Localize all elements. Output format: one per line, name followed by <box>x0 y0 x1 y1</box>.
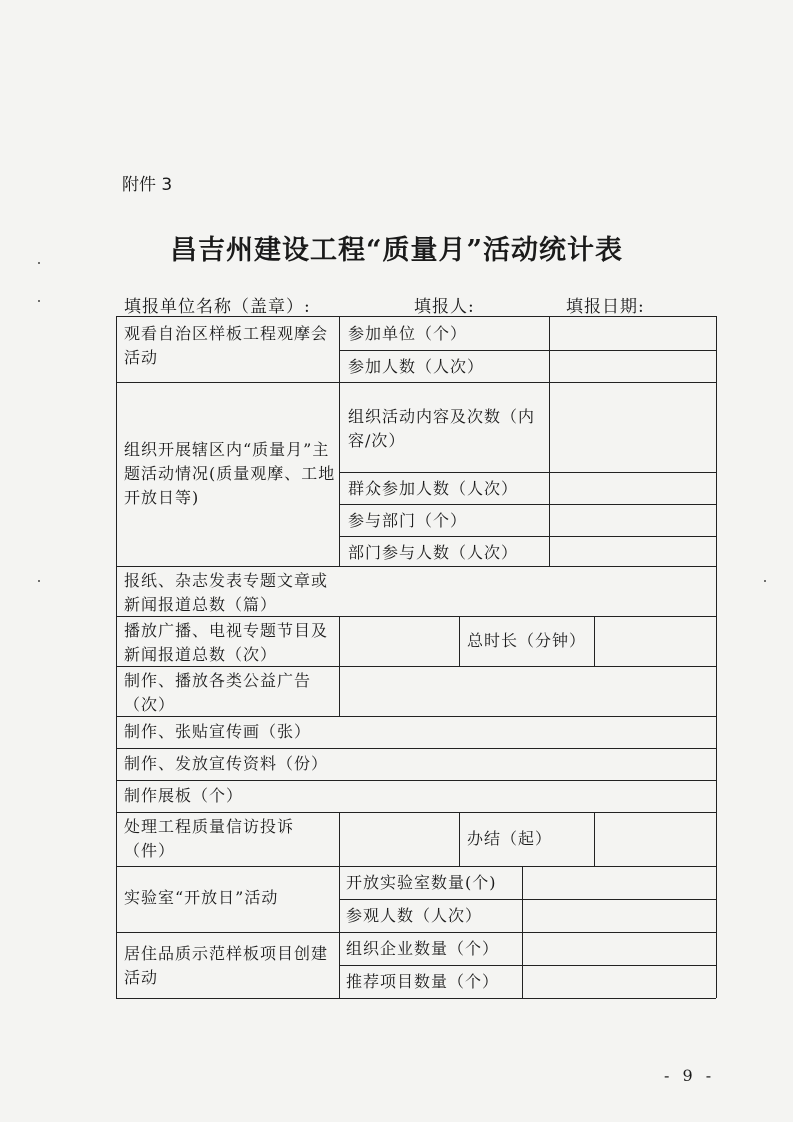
row-line <box>116 932 716 933</box>
row-label-public-ads: 制作、播放各类公益广告（次） <box>124 671 312 714</box>
sub-label-activity-content: 组织活动内容及次数（内容/次） <box>348 407 536 450</box>
table-border-top <box>116 316 716 317</box>
sub-label-department-participants: 部门参与人数（人次） <box>348 543 519 562</box>
subrow-line <box>339 350 716 351</box>
col-line <box>339 812 340 998</box>
sub-label-organized-enterprises: 组织企业数量（个） <box>346 939 500 958</box>
row-label-posters: 制作、张贴宣传画（张） <box>124 722 312 741</box>
sub-label-visitors: 参观人数（人次） <box>346 906 483 925</box>
row-label-press-reports: 报纸、杂志发表专题文章或新闻报道总数（篇） <box>124 571 329 614</box>
attachment-label: 附件 3 <box>122 175 173 195</box>
document-title: 昌吉州建设工程“质量月”活动统计表 <box>169 235 624 266</box>
row-label-display-boards: 制作展板（个） <box>124 786 244 805</box>
row-label-theme-activities: 组织开展辖区内“质量月”主题活动情况(质量观摩、工地开放日等) <box>124 440 336 507</box>
row-label-observation: 观看自治区样板工程观摩会活动 <box>124 324 329 367</box>
subrow-line <box>339 899 716 900</box>
col-line <box>339 616 340 716</box>
col-line <box>594 812 595 866</box>
mid-label-resolved: 办结（起） <box>467 829 553 848</box>
fill-unit-label: 填报单位名称（盖章）: <box>124 297 311 317</box>
row-line <box>116 382 716 383</box>
page-number: - 9 - <box>664 1066 716 1085</box>
subrow-line <box>339 472 716 473</box>
row-label-brochures: 制作、发放宣传资料（份） <box>124 754 329 773</box>
row-label-complaints: 处理工程质量信访投诉（件） <box>124 817 295 860</box>
sub-label-departments: 参与部门（个） <box>348 511 468 530</box>
sub-label-units: 参加单位（个） <box>348 324 468 343</box>
table-border-bottom <box>116 998 716 999</box>
col-line <box>594 616 595 666</box>
col-line <box>459 812 460 866</box>
sub-label-open-labs: 开放实验室数量(个) <box>346 873 497 892</box>
table-border-left <box>116 316 117 998</box>
mid-label-total-duration: 总时长（分钟） <box>467 631 587 650</box>
row-label-residential-demo: 居住品质示范样板项目创建活动 <box>124 944 329 987</box>
row-line <box>116 566 716 567</box>
row-line <box>116 780 716 781</box>
col-line <box>522 866 523 998</box>
col-line <box>549 316 550 566</box>
subrow-line <box>339 965 716 966</box>
sub-label-recommended-projects: 推荐项目数量（个） <box>346 972 500 991</box>
subrow-line <box>339 504 716 505</box>
row-line <box>116 866 716 867</box>
table-border-right <box>716 316 717 998</box>
fill-person-label: 填报人: <box>414 297 475 317</box>
sub-label-public-participants: 群众参加人数（人次） <box>348 479 519 498</box>
row-line <box>116 748 716 749</box>
row-line <box>116 812 716 813</box>
subrow-line <box>339 536 716 537</box>
row-label-lab-open-day: 实验室“开放日”活动 <box>124 888 279 907</box>
col-line <box>459 616 460 666</box>
fill-date-label: 填报日期: <box>566 297 645 317</box>
row-label-broadcasts: 播放广播、电视专题节目及新闻报道总数（次） <box>124 621 329 664</box>
col-line <box>339 316 340 566</box>
sub-label-participants: 参加人数（人次） <box>348 357 485 376</box>
